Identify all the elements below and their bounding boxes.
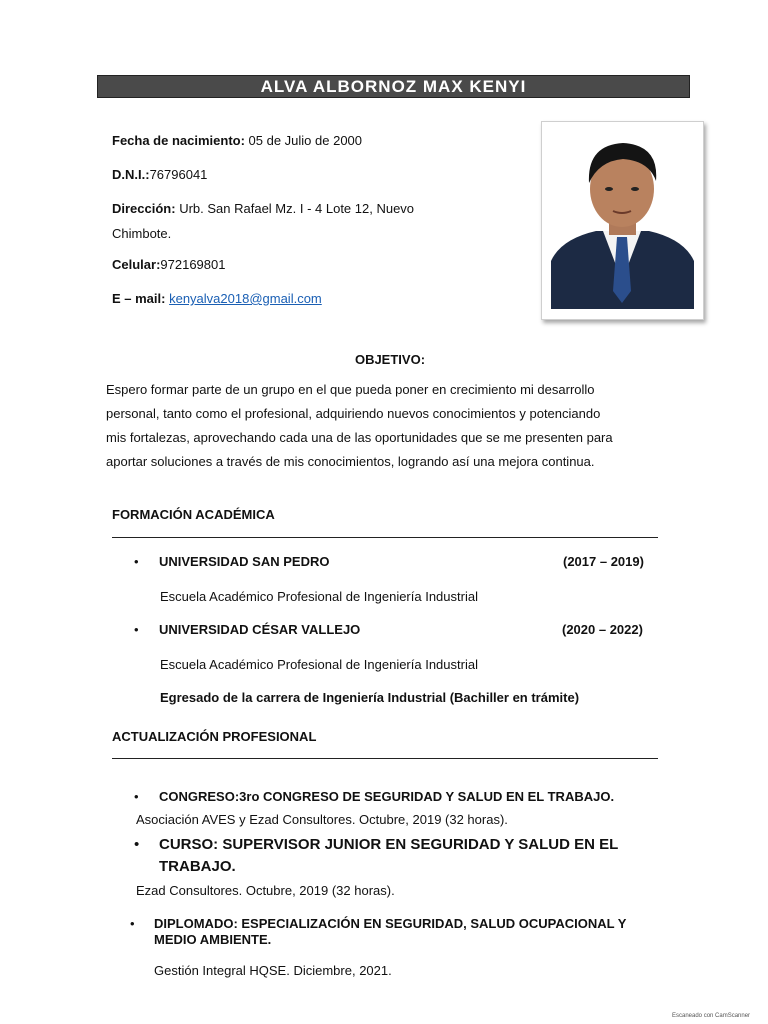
dni-row [112,166,207,184]
bullet-icon: • [134,622,139,637]
training-item-2-name-line-1: CURSO: SUPERVISOR JUNIOR EN SEGURIDAD Y SALUD EN EL [159,836,619,853]
training-title: ACTUALIZACIÓN PROFESIONAL [112,729,317,744]
training-item-3-name-line-2: MEDIO AMBIENTE. [154,932,272,947]
dni-label: D.N.I.: [112,167,150,182]
address-label: Dirección: [112,201,176,216]
objective-line: personal, tanto como el profesional, adquiriendo nuevos conocimientos y potenciando [106,406,601,421]
objective-line: mis fortalezas, aprovechando cada una de las oportunidades que se me presenten para [106,430,613,445]
bullet-icon: • [134,836,140,853]
portrait-image [551,131,694,309]
bullet-icon: • [130,916,135,931]
training-divider [112,758,658,759]
education-title: FORMACIÓN ACADÉMICA [112,507,275,522]
bullet-icon: • [134,554,139,569]
training-item-2-detail: Ezad Consultores. Octubre, 2019 (32 horas). [136,883,395,898]
training-item-3-name-line-1: DIPLOMADO: ESPECIALIZACIÓN EN SEGURIDAD, SALUD OCUPACIONAL Y [154,916,627,931]
objective-line: aportar soluciones a través de mis conocimientos, logrando así una mejora continua. [106,454,595,469]
education-school-2: UNIVERSIDAD CÉSAR VALLEJO [159,622,361,637]
education-years-1: (2017 – 2019) [563,554,644,569]
address-row [112,200,414,218]
email-row [112,290,322,308]
bullet-icon: • [134,789,139,804]
birth-date-value: 05 de Julio de 2000 [244,133,363,148]
name-header: ALVA ALBORNOZ MAX KENYI [97,75,690,98]
education-years-2: (2020 – 2022) [562,622,643,637]
dni-value: 76796041 [149,167,208,182]
phone-label: Celular: [112,257,161,272]
education-divider [112,537,658,538]
education-program-2: Escuela Académico Profesional de Ingeniería Industrial [160,657,478,672]
training-item-1-name: CONGRESO:3ro CONGRESO DE SEGURIDAD Y SALUD EN EL TRABAJO. [159,789,615,804]
training-item-2-name-line-2: TRABAJO. [159,858,236,875]
objective-line: Espero formar parte de un grupo en el que pueda poner en crecimiento mi desarrollo [106,382,595,397]
training-item-1-detail: Asociación AVES y Ezad Consultores. Octubre, 2019 (32 horas). [136,812,508,827]
scanner-watermark: Escaneado con CamScanner [672,1013,751,1019]
training-item-3-detail: Gestión Integral HQSE. Diciembre, 2021. [154,963,392,978]
objective-paragraph [106,378,613,474]
email-link[interactable]: kenyalva2018@gmail.com [169,291,322,306]
phone-value: 972169801 [160,257,226,272]
education-program-1: Escuela Académico Profesional de Ingeniería Industrial [160,589,478,604]
education-school-1: UNIVERSIDAD SAN PEDRO [159,554,330,569]
birth-date-row [112,132,362,150]
graduate-note: Egresado de la carrera de Ingeniería Industrial (Bachiller en trámite) [160,690,580,705]
profile-photo [541,121,704,320]
email-label: E – mail: [112,291,166,306]
birth-date-label: Fecha de nacimiento: [112,133,245,148]
phone-row [112,256,225,274]
address-value-line-1: Urb. San Rafael Mz. I - 4 Lote 12, Nuevo [175,201,415,216]
address-value-line-2: Chimbote. [112,226,172,241]
objective-title: OBJETIVO: [354,352,426,367]
